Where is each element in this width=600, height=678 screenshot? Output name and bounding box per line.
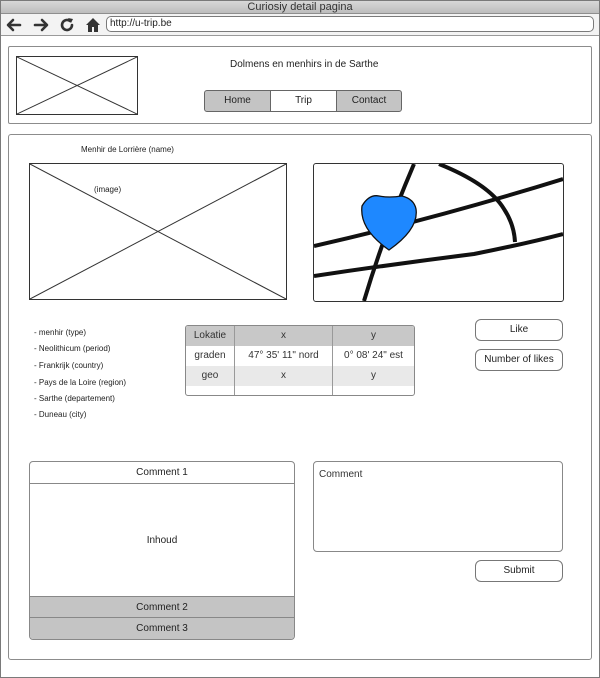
table-row [186, 366, 414, 386]
table-row [186, 386, 414, 395]
comment-header-1[interactable]: Comment 1 [30, 462, 294, 484]
attr-period: - Neolithicum (period) [34, 344, 111, 353]
number-of-likes-button[interactable]: Number of likes [475, 349, 563, 371]
map-marker-icon [362, 196, 417, 250]
window-title: Curiosiy detail pagina [1, 1, 599, 14]
tab-trip[interactable]: Trip [271, 91, 337, 111]
reload-icon[interactable] [58, 16, 76, 34]
comment-input[interactable]: Comment [313, 461, 563, 552]
curiosity-name: Menhir de Lorrière (name) [81, 145, 174, 154]
comment-header-3[interactable]: Comment 3 [30, 618, 294, 639]
tab-contact[interactable]: Contact [351, 95, 387, 106]
table-cell: x [235, 366, 333, 386]
attr-city: - Duneau (city) [34, 410, 87, 419]
table-cell: geo [186, 366, 235, 386]
image-label: (image) [94, 185, 122, 194]
table-cell: 47° 35' 11" nord [235, 346, 333, 366]
attr-departement: - Sarthe (departement) [34, 394, 115, 403]
back-arrow-icon[interactable] [5, 16, 23, 34]
submit-button[interactable]: Submit [475, 560, 563, 582]
table-cell [186, 386, 235, 395]
tab-home[interactable]: Home [205, 91, 271, 111]
table-cell: 0° 08' 24" est [344, 350, 403, 361]
site-title: Dolmens en menhirs in de Sarthe [230, 59, 379, 70]
attr-region: - Pays de la Loire (region) [34, 378, 127, 387]
table-header: Lokatie [186, 326, 235, 346]
table-header: y [371, 330, 376, 341]
home-icon[interactable] [84, 16, 102, 34]
location-map[interactable] [313, 163, 564, 302]
image-placeholder [29, 163, 287, 300]
forward-arrow-icon[interactable] [32, 16, 50, 34]
browser-toolbar [1, 14, 599, 36]
table-header-row [186, 326, 414, 346]
attr-country: - Frankrijk (country) [34, 361, 104, 370]
table-cell [235, 386, 333, 395]
table-cell [333, 386, 414, 395]
location-table [185, 325, 415, 396]
main-nav-tabs [204, 90, 402, 112]
table-row [186, 346, 414, 366]
comment-header-2[interactable]: Comment 2 [30, 597, 294, 618]
table-cell: graden [186, 346, 235, 366]
like-button[interactable]: Like [475, 319, 563, 341]
comments-accordion [29, 461, 295, 640]
logo-placeholder [16, 56, 138, 115]
table-cell: y [371, 370, 376, 381]
table-header: x [235, 326, 333, 346]
attr-type: - menhir (type) [34, 328, 87, 337]
comment-content: Inhoud [30, 484, 294, 597]
url-input[interactable]: http://u-trip.be [106, 16, 594, 32]
